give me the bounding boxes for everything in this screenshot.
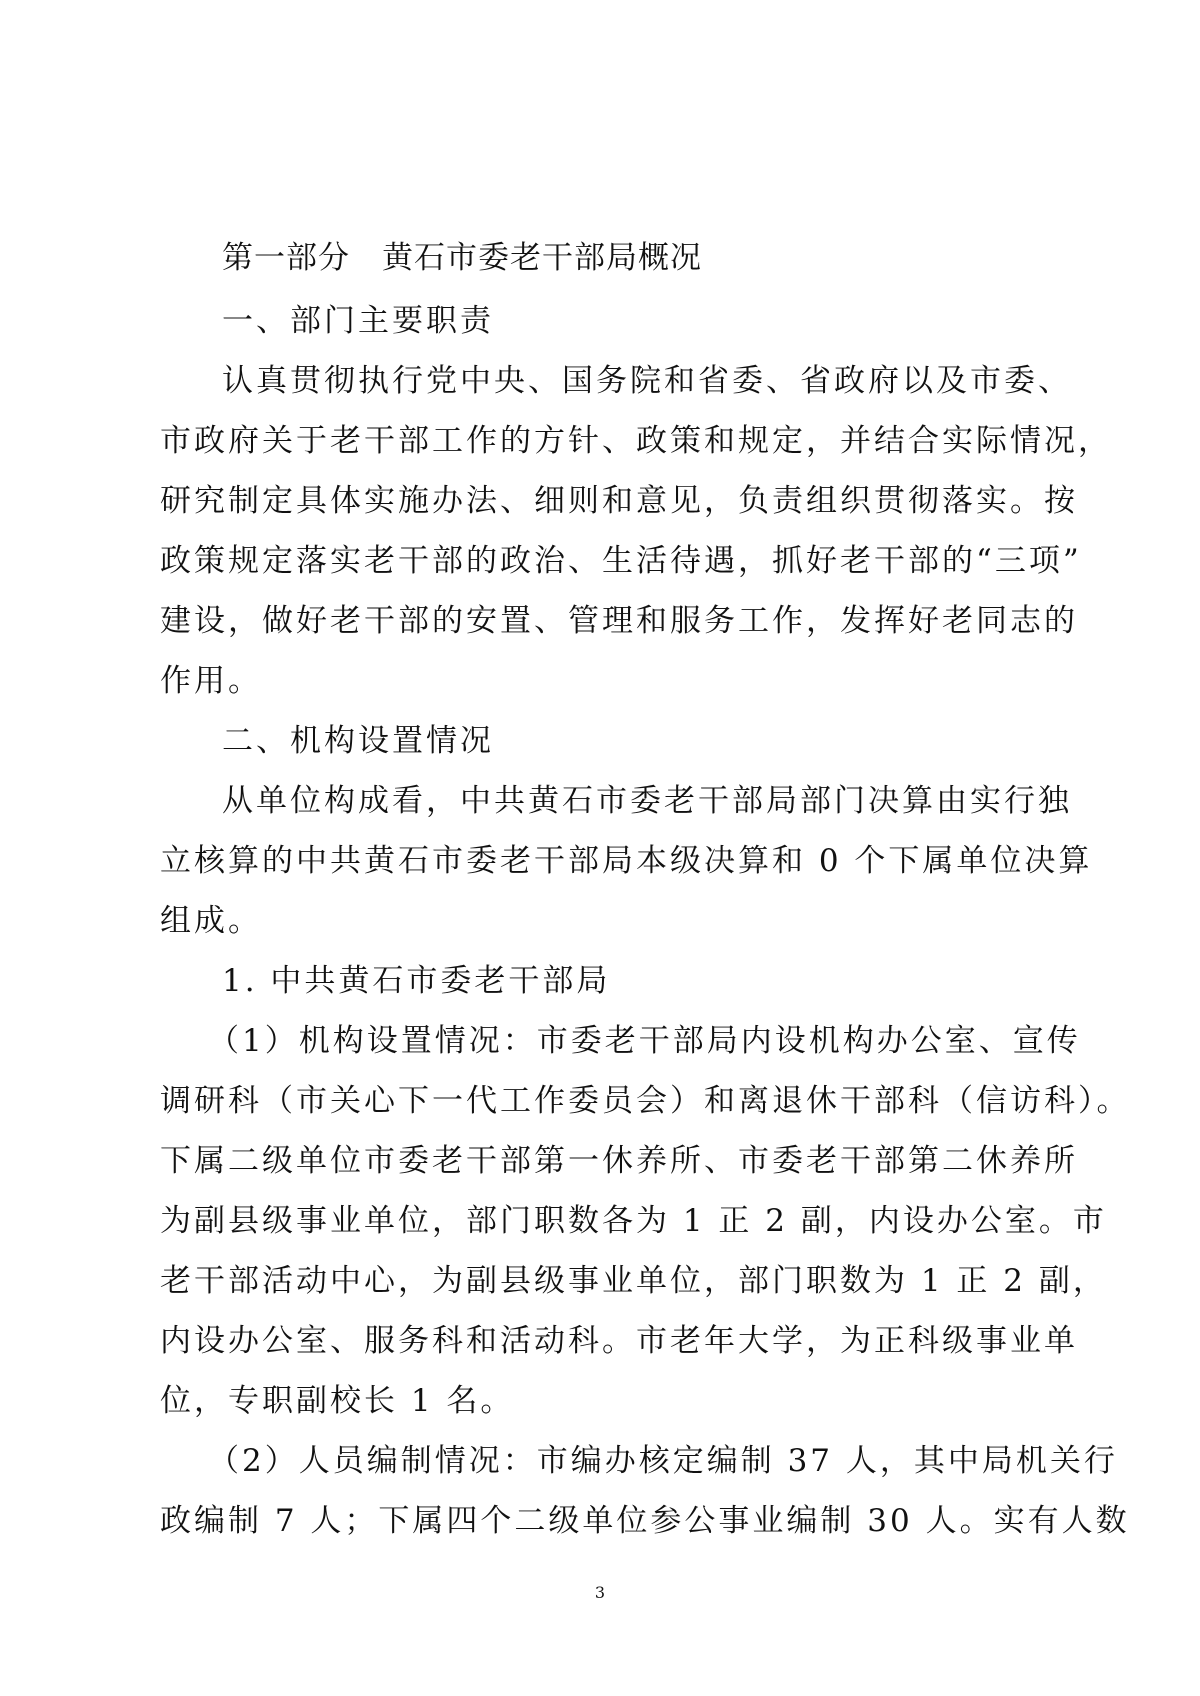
section1-line: 研究制定具体实施办法、细则和意见，负责组织贯彻落实。按 <box>160 483 1078 519</box>
item1-line: 内设办公室、服务科和活动科。市老年大学，为正科级事业单 <box>160 1323 1078 1359</box>
section2-line: 立核算的中共黄石市委老干部局本级决算和 0 个下属单位决算 <box>160 843 1093 879</box>
item2-line: 政编制 7 人；下属四个二级单位参公事业编制 30 人。实有人数 <box>160 1503 1130 1539</box>
section1-line: 认真贯彻执行党中央、国务院和省委、省政府以及市委、 <box>222 363 1072 399</box>
item1-line: 位，专职副校长 1 名。 <box>160 1383 515 1419</box>
section1-line: 政策规定落实老干部的政治、生活待遇，抓好老干部的“三项” <box>160 543 1082 579</box>
section2-line: 从单位构成看，中共黄石市委老干部局部门决算由实行独 <box>222 783 1072 819</box>
section1-heading: 一、部门主要职责 <box>222 303 494 339</box>
subsection-heading: 1. 中共黄石市委老干部局 <box>222 963 611 999</box>
item1-line: （1）机构设置情况：市委老干部局内设机构办公室、宣传 <box>208 1023 1081 1059</box>
section2-line: 组成。 <box>160 903 262 939</box>
page-number: 3 <box>594 1583 606 1602</box>
item1-line: 老干部活动中心，为副县级事业单位，部门职数为 1 正 2 副， <box>160 1263 1107 1299</box>
section1-line: 作用。 <box>160 663 262 699</box>
item2-line: （2）人员编制情况：市编办核定编制 37 人，其中局机关行 <box>208 1443 1118 1479</box>
part-title: 第一部分 黄石市委老干部局概况 <box>222 240 702 276</box>
section1-line: 建设，做好老干部的安置、管理和服务工作，发挥好老同志的 <box>160 603 1078 639</box>
item1-line: 调研科（市关心下一代工作委员会）和离退休干部科（信访科）。 <box>160 1083 1131 1119</box>
section1-line: 市政府关于老干部工作的方针、政策和规定，并结合实际情况， <box>160 423 1112 459</box>
item1-line: 为副县级事业单位，部门职数各为 1 正 2 副，内设办公室。市 <box>160 1203 1107 1239</box>
section2-heading: 二、机构设置情况 <box>222 723 494 759</box>
item1-line: 下属二级单位市委老干部第一休养所、市委老干部第二休养所 <box>160 1143 1078 1179</box>
